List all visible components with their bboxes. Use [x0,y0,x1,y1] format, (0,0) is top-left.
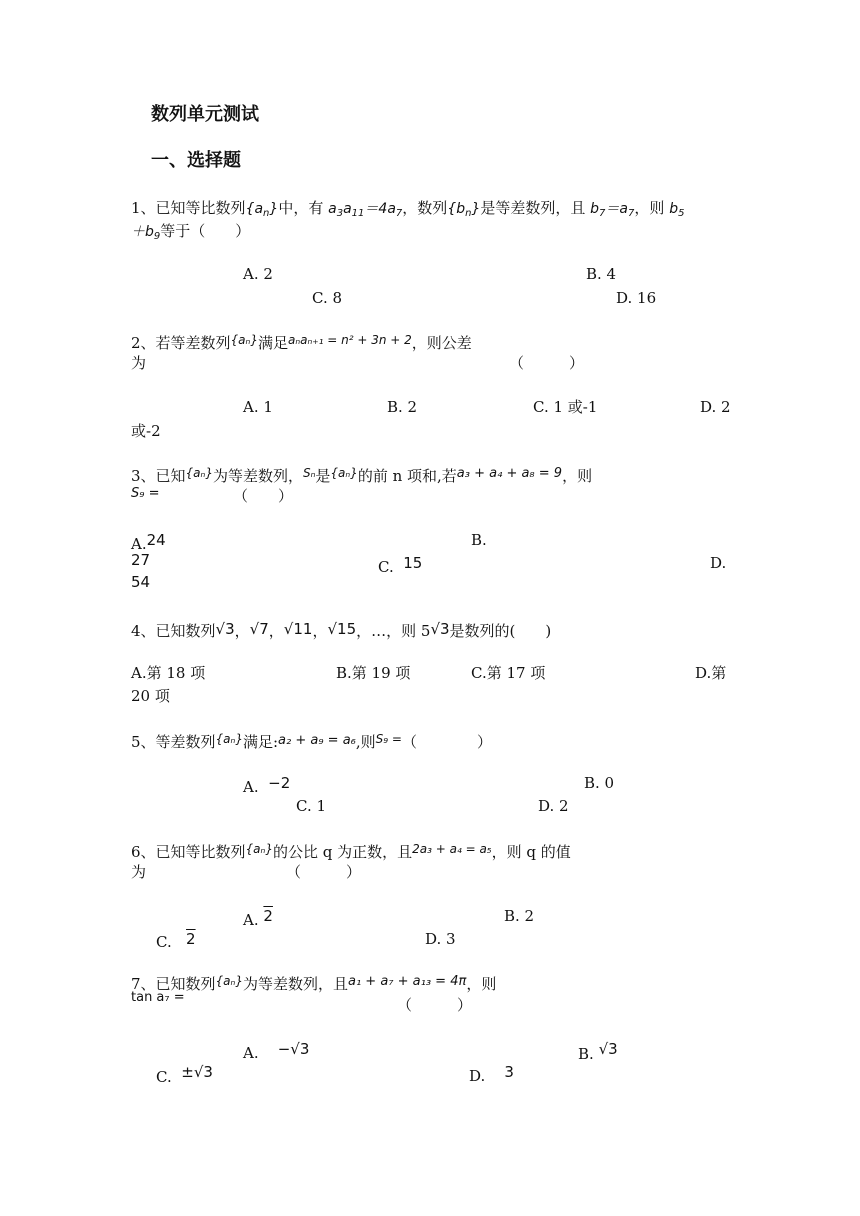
q7-option-c[interactable]: C. ±√3 [156,1063,213,1086]
q6-option-b[interactable]: B. 2 [504,907,535,925]
q2-option-b[interactable]: B. 2 [387,398,418,416]
q6-text: ，则 q 的值 [491,843,571,861]
q2-seq: {aₙ} [230,333,258,347]
q2-option-c[interactable]: C. 1 或-1 [533,398,598,416]
q5-option-d[interactable]: D. 2 [538,797,569,815]
q4-option-d[interactable]: D.第 [695,664,727,682]
question-6-line-1 [131,839,571,862]
q7-option-b[interactable]: B. √3 [578,1040,618,1063]
q3-text: 的前 n 项和,若 [357,467,457,485]
q3-text: 是 [315,467,331,485]
q1-text: 中，有 [278,199,324,217]
q3-s9: S₉ = [131,486,160,501]
q4-root-3b: √3 [430,620,450,638]
q3-option-c[interactable]: C. 15 [378,554,423,576]
q5-answer-paren: （ ） [401,733,492,751]
q1-text: ，数列 [402,199,448,217]
q5-s9: S₉ = [375,732,402,746]
question-5-line-1 [131,729,492,752]
q7-text: 为等差数列，且 [242,975,348,993]
q4-option-a[interactable]: A.第 18 项 [131,664,206,682]
q4-option-c[interactable]: C.第 17 项 [471,664,546,682]
q3-sn: Sₙ [302,466,316,480]
q3-formula: a₃ + a₄ + a₈ = 9 [456,466,563,481]
q1-text: 1、已知等比数列 [131,199,246,217]
q2-text: ，则公差 [411,334,472,352]
q4-root-15: √15 [327,620,357,638]
q3-option-d[interactable]: D. [710,554,727,572]
q1-b5: $b_5$ [669,201,685,219]
q4-root-7: √7 [249,620,269,638]
q1-text: ，则 [634,199,665,217]
q6-formula: 2a₃ + a₄ = a₅ [412,842,492,856]
q1-option-d[interactable]: D. 16 [616,289,657,307]
q7-text: ，则 [466,975,497,993]
q5-text: 满足: [242,733,279,751]
q2-option-d-cont: 或-2 [131,422,161,440]
q1-option-c[interactable]: C. 8 [312,289,343,307]
q4-option-b[interactable]: B.第 19 项 [336,664,411,682]
q5-seq: {aₙ} [215,732,243,746]
q6-line-2: 为 [131,863,147,881]
q3-option-b[interactable]: B. [471,531,487,549]
question-2-line-1 [131,330,472,353]
page-title: 数列单元测试 [151,104,259,125]
q6-option-a[interactable]: A. 2 [243,907,273,929]
q2-formula: aₙaₙ₊₁ = n² + 3n + 2 [287,333,412,347]
q3-text: ，则 [562,467,593,485]
q2-option-d[interactable]: D. 2 [700,398,731,416]
q1-text: 等于（ ） [160,222,251,240]
q3-seq: {aₙ} [185,466,213,480]
q5-option-a[interactable]: A. −2 [243,774,291,796]
q5-option-b[interactable]: B. 0 [584,774,615,792]
question-7-line-1 [131,971,496,994]
q1-text: 是等差数列，且 [480,199,586,217]
q4-text: 4、已知数列 [131,622,216,640]
q7-tan: tan a₇ = [131,990,185,1005]
q6-text: 6、已知等比数列 [131,843,246,861]
q3-seq-2: {aₙ} [330,466,358,480]
q4-root-3: √3 [215,620,235,638]
q3-answer-paren: （ ） [233,487,294,505]
q6-seq: {aₙ} [245,842,273,856]
q6-option-d[interactable]: D. 3 [425,930,456,948]
q1-seq-b: $\{b_n\}$ [447,201,481,219]
q1-expression: $a_3a_{11}=4a_7$ [328,201,403,219]
q1-b9: $+b_9$ [131,224,161,242]
question-3-line-1 [131,463,592,486]
q5-text: 5、等差数列 [131,733,216,751]
q5-text: ,则 [355,733,376,751]
question-1-line-2 [131,221,250,247]
q1-seq-a: $\{a_n\}$ [245,201,279,219]
q1-option-b[interactable]: B. 4 [586,265,617,283]
q2-text: 2、若等差数列 [131,334,231,352]
q7-text: 7、已知数列 [131,975,216,993]
q3-option-b-value: 27 [131,551,151,569]
q6-text: 的公比 q 为正数，且 [272,843,413,861]
q2-text: 满足 [257,334,288,352]
q2-option-a[interactable]: A. 1 [243,398,273,416]
q5-option-c[interactable]: C. 1 [296,797,327,815]
q6-option-c[interactable]: C. 2 [156,930,196,951]
q4-option-d-cont: 20 项 [131,687,170,705]
q3-text: 为等差数列， [212,467,303,485]
q7-answer-paren: （ ） [397,996,473,1014]
q5-formula: a₂ + a₉ = a₆ [278,733,356,748]
q3-text: 3、已知 [131,467,186,485]
q4-text: 是数列的( ) [449,622,552,640]
q1-option-a[interactable]: A. 2 [243,265,273,283]
q6-answer-paren: （ ） [286,863,362,881]
q2-line-2: 为 [131,354,147,372]
q4-text: ，…，则 5 [356,622,431,640]
q1-expression-2: $b_7=a_7$ [590,201,635,219]
q7-option-d[interactable]: D. 3 [469,1063,514,1085]
section-heading: 一、选择题 [151,150,241,171]
q3-option-a[interactable]: A.24 [131,531,166,553]
q3-option-d-value: 54 [131,573,151,591]
q4-root-11: √11 [283,620,313,638]
question-4-line-1: 4、已知数列√3，√7，√11，√15，…，则 5√3是数列的( ) [131,620,552,640]
q2-answer-paren: （ ） [509,354,585,372]
q7-option-a[interactable]: A. −√3 [243,1040,310,1062]
q7-seq: {aₙ} [215,974,243,988]
q7-formula: a₁ + a₇ + a₁₃ = 4π [347,974,467,989]
